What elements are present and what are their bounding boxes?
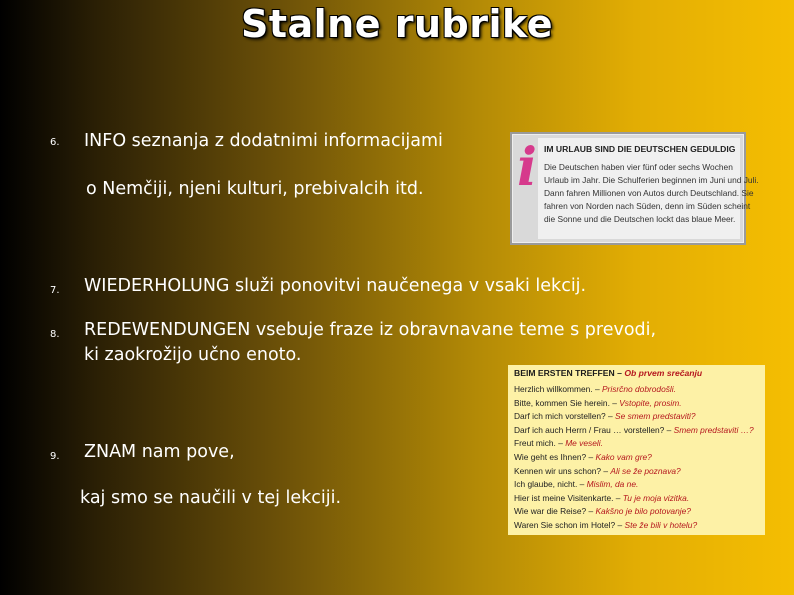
- phrase-german: Freut mich. –: [514, 438, 563, 449]
- phrase-slovene: Mislim, da ne.: [586, 479, 639, 490]
- phrase-slovene: Tu je moja vizitka.: [622, 492, 690, 503]
- phrase-slovene: Vstopite, prosim.: [619, 397, 682, 408]
- phrase-slovene: Kakšno je bilo potovanje?: [595, 506, 691, 517]
- phrase-line: [514, 438, 603, 448]
- phrase-line: [514, 466, 681, 476]
- phrase-german: Herzlich willkommen. –: [514, 384, 600, 394]
- info-icon: i: [517, 137, 537, 198]
- page-title: Stalne rubrike: [240, 2, 554, 46]
- phrase-german: Wie war die Reise? –: [514, 506, 594, 517]
- phrase-german: Waren Sie schon im Hotel? –: [514, 520, 623, 530]
- info-line: Urlaub im Jahr. Die Schulferien beginnen im Juni und Juli.: [544, 175, 759, 185]
- phrase-german: Ich glaube, nicht. –: [514, 479, 585, 490]
- item-text: REDEWENDUNGEN vsebuje fraze iz obravnavane teme s prevodi,: [84, 320, 657, 340]
- phrase-slovene: Ali se že poznava?: [610, 465, 681, 476]
- phrase-slovene: Me veseli.: [565, 438, 603, 449]
- phrase-line: [514, 520, 697, 530]
- phrase-box-image: [508, 365, 765, 535]
- item-number: 6.: [50, 137, 60, 148]
- item-text: ZNAM nam pove,: [84, 442, 235, 462]
- phrase-line: [514, 411, 696, 421]
- phrase-line: [514, 506, 691, 516]
- phrase-slovene: Ste že bili v hotelu?: [624, 520, 698, 530]
- info-line: Die Deutschen haben vier fünf oder sechs Wochen: [544, 162, 733, 172]
- info-heading: IM URLAUB SIND DIE DEUTSCHEN GEDULDIG: [544, 144, 736, 154]
- phrase-line: [514, 452, 652, 462]
- phrase-line: [514, 479, 638, 489]
- item-text: INFO seznanja z dodatnimi informacijami: [84, 131, 443, 151]
- info-line: die Sonne und die Deutschen lockt das blaue Meer.: [544, 214, 736, 224]
- item-text-continued: ki zaokrožijo učno enoto.: [84, 345, 302, 365]
- phrase-german: Darf ich mich vorstellen? –: [514, 411, 613, 422]
- item-number: 7.: [50, 285, 60, 296]
- phrase-german: Hier ist meine Visitenkarte. –: [514, 492, 621, 503]
- info-line: Dann fahren Millionen von Autos durch Deutschland. Sie: [544, 188, 754, 198]
- phrase-slovene: Prisrčno dobrodošli.: [601, 384, 676, 394]
- info-box-content: [538, 138, 759, 239]
- item-text: WIEDERHOLUNG služi ponovitvi naučenega v vsaki lekcij.: [84, 276, 587, 296]
- phrase-slovene: Smem predstaviti …?: [673, 424, 754, 435]
- phrase-line: [514, 398, 682, 408]
- info-box-image: [510, 132, 759, 245]
- phrase-line: [514, 493, 689, 503]
- item-number: 8.: [50, 329, 60, 340]
- phrase-german: Darf ich auch Herrn / Frau … vorstellen? –: [514, 424, 672, 435]
- phrase-slovene: Se smem predstaviti?: [615, 411, 696, 422]
- phrase-german: Wie geht es Ihnen? –: [514, 452, 594, 462]
- phrase-german: Kennen wir uns schon? –: [514, 465, 609, 476]
- phrase-line: [514, 384, 676, 394]
- item-text-continued: kaj smo se naučili v tej lekciji.: [80, 488, 342, 508]
- phrase-line: [514, 425, 754, 435]
- phrase-slovene: Kako vam gre?: [595, 452, 652, 462]
- phrase-german: Bitte, kommen Sie herein. –: [514, 397, 617, 408]
- item-text-continued: o Nemčiji, njeni kulturi, prebivalcih itd.: [86, 179, 424, 199]
- info-line: fahren von Norden nach Süden, denn im Süden scheint: [544, 201, 751, 211]
- item-number: 9.: [50, 451, 60, 462]
- phrase-heading: BEIM ERSTEN TREFFEN – Ob prvem srečanju: [514, 368, 703, 378]
